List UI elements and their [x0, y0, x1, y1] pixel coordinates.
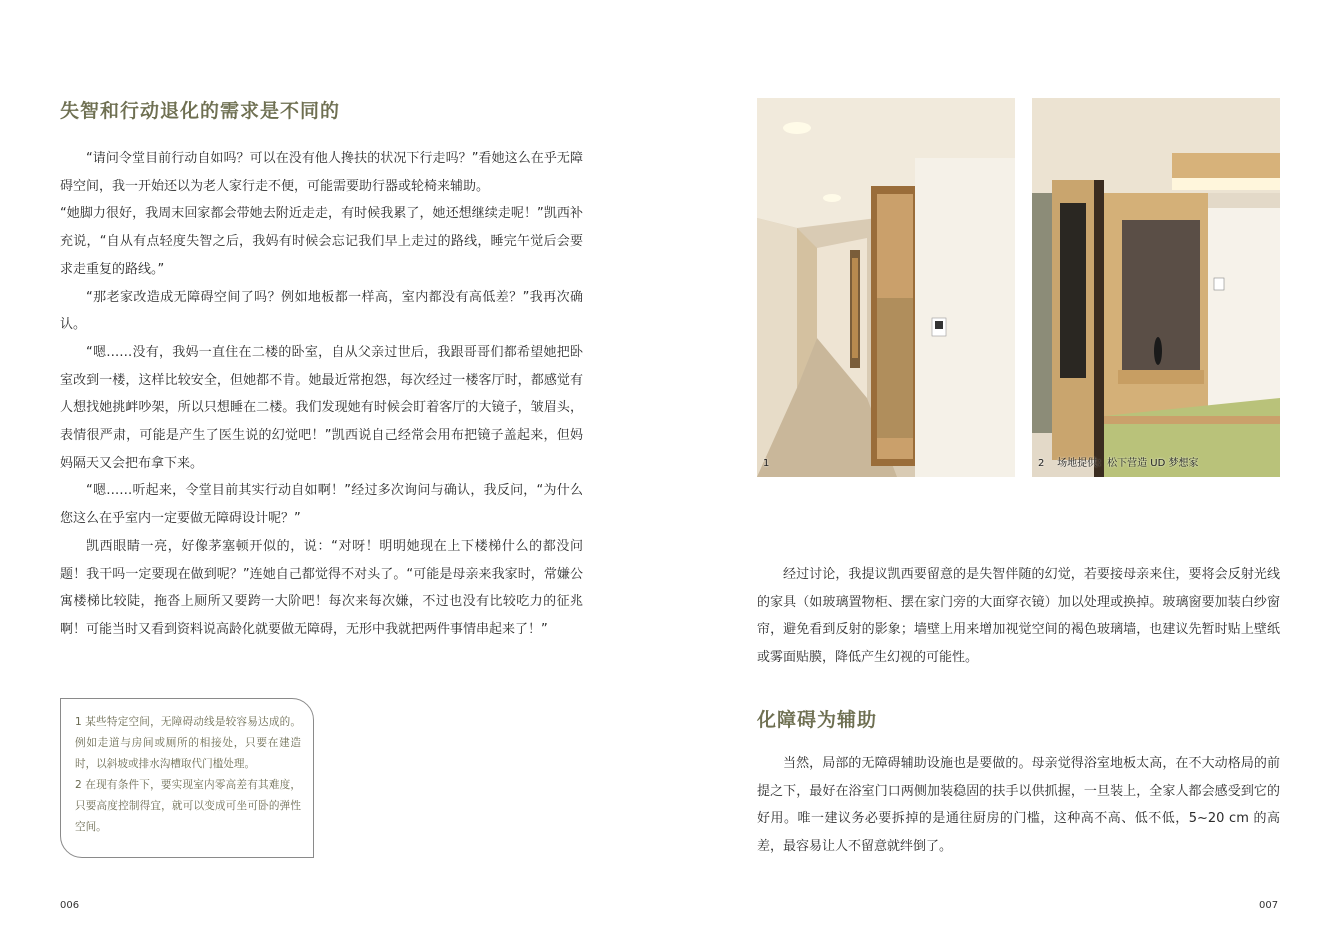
paragraph: 经过讨论，我提议凯西要留意的是失智伴随的幻觉，若要接母亲来住，要将会反射光线的家具（如玻璃置物柜、摆在家门旁的大面穿衣镜）加以处理或换掉。玻璃窗要加装白纱窗帘，避免看到反射的影象；墙壁上用来增加视觉空间的褐色玻璃墙，也建议先暂时贴上壁纸或雾面贴膜，降低产生幻视的可能性。: [757, 567, 1280, 666]
photo-corridor: [757, 98, 1015, 477]
paragraph: “她脚力很好，我周末回家都会带她去附近走走，有时候我累了，她还想继续走呢！”凯西补充说，“自从有点轻度失智之后，我妈有时候会忘记我们早上走过的路线，睡完午觉后会要求走重复的路线。”: [60, 206, 583, 277]
photo-caption: [1038, 454, 1198, 469]
corridor-image: [757, 98, 1015, 477]
photo-number: 2: [1038, 458, 1045, 469]
body-text: [757, 561, 1280, 672]
paragraph: “那老家改造成无障碍空间了吗？例如地板都一样高，室内都没有高低差？”我再次确认。: [60, 289, 583, 333]
body-text: [757, 750, 1280, 861]
photo-note: 1 某些特定空间，无障碍动线是较容易达成的。例如走道与房间或厕所的相接处，只要在建造时，以斜坡或排水沟槽取代门槛处理。: [75, 716, 301, 770]
page-number: 006: [60, 900, 80, 911]
photo-credit: 场地提供：松下营造 UD 梦想家: [1057, 458, 1199, 469]
photo-number: 1: [763, 458, 770, 469]
paragraph: “嗯……没有，我妈一直住在二楼的卧室，自从父亲过世后，我跟哥哥们都希望她把卧室改到一楼，这样比较安全，但她都不肯。她最近常抱怨，每次经过一楼客厅时，都感觉有人想找她挑衅吵架，所以只想睡在二楼。我们发现她有时候会盯着客厅的大镜子，皱眉头，表情很严肃，可能是产生了医生说的幻觉吧！”凯西说自己经常会用布把镜子盖起来，但妈妈隔天又会把布拿下来。: [60, 344, 583, 471]
paragraph: 当然，局部的无障碍辅助设施也是要做的。母亲觉得浴室地板太高，在不大动格局的前提之下，最好在浴室门口两侧加装稳固的扶手以供抓握，一旦装上，全家人都会感受到它的好用。唯一建议务必要拆掉的是通往厨房的门槛，这种高不高、低不低，5~20 cm 的高差，最容易让人不留意就绊倒了。: [757, 756, 1280, 855]
section-title: 失智和行动退化的需求是不同的: [60, 100, 341, 122]
right-page: [669, 0, 1339, 945]
paragraph: 凯西眼睛一亮，好像茅塞顿开似的，说：“对呀！明明她现在上下楼梯什么的都没问题！我干吗一定要现在做到呢？”连她自己都觉得不对头了。“可能是母亲来我家时，常嫌公寓楼梯比较陡，拖沓上厕所又要跨一大阶吧！每次来每次嫌，不过也没有比较吃力的征兆啊！可能当时又看到资料说高龄化就要做无障碍，无形中我就把两件事情串起来了！”: [60, 538, 583, 637]
left-page: [0, 0, 669, 945]
tatami-room-image: [1032, 98, 1280, 477]
paragraph: “嗯……听起来，令堂目前其实行动自如啊！”经过多次询问与确认，我反问，“为什么您这么在乎室内一定要做无障碍设计呢？”: [60, 483, 583, 527]
photo-tatami-room: [1032, 98, 1280, 477]
body-text: [60, 145, 583, 644]
photo-caption: [763, 458, 769, 469]
photo-notes-box: [60, 698, 314, 858]
photo-note: 2 在现有条件下，要实现室内零高差有其难度，只要高度控制得宜，就可以变成可坐可卧的弹性空间。: [75, 779, 301, 833]
page-number: 007: [1259, 900, 1279, 911]
paragraph: “请问令堂目前行动自如吗？可以在没有他人搀扶的状况下行走吗？”看她这么在乎无障碍空间，我一开始还以为老人家行走不便，可能需要助行器或轮椅来辅助。: [60, 151, 583, 194]
section-title: 化障碍为辅助: [757, 709, 878, 731]
